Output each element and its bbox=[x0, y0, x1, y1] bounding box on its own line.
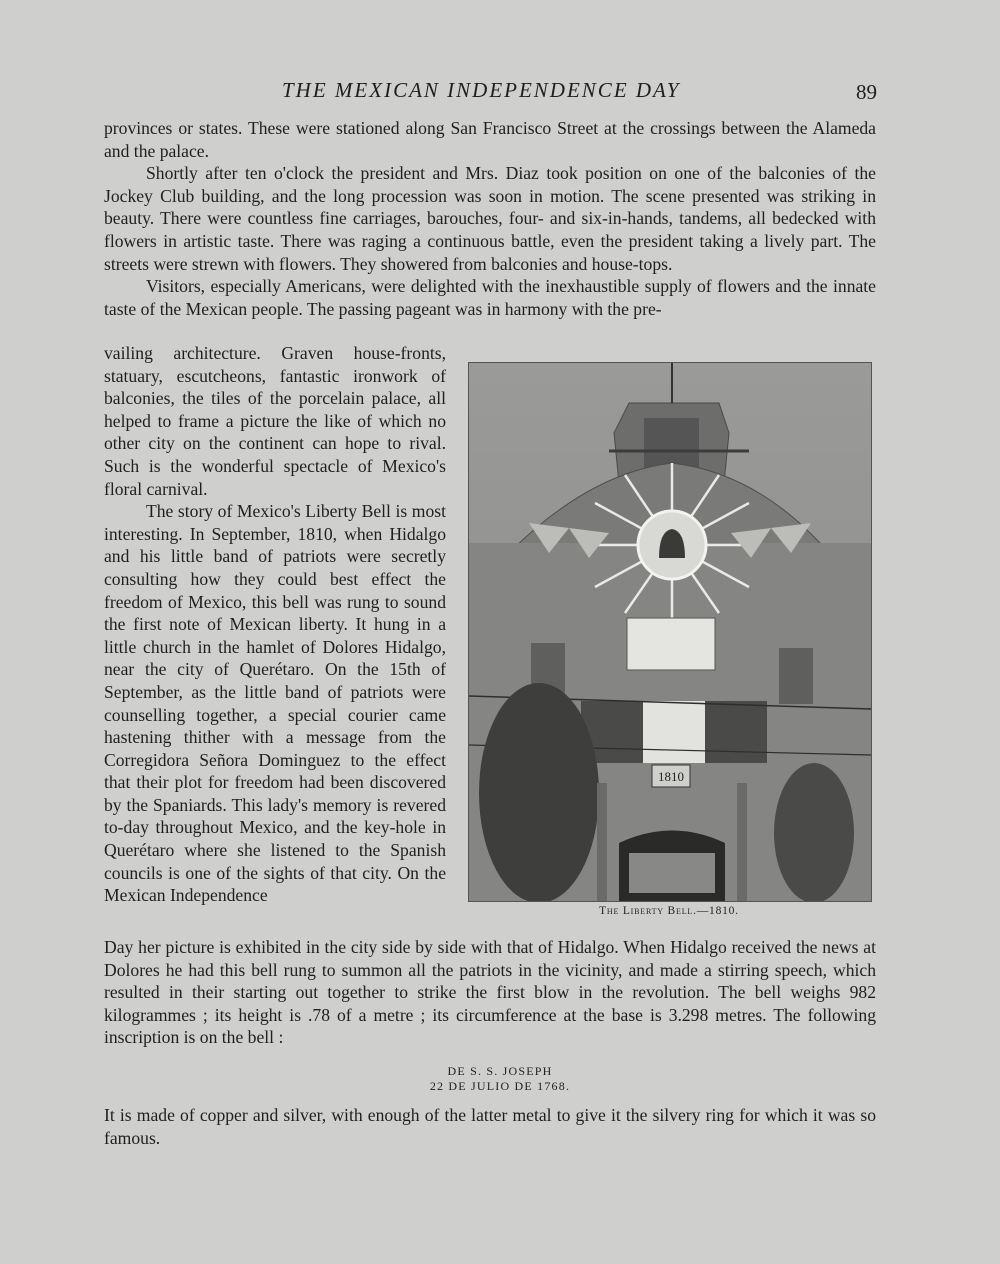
paragraph-visitors: Visitors, especially Americans, were delighted with the inexhaustible supply of flowers and the innate taste of the Mexican people. The passing pageant was in harmony with the pre- bbox=[104, 276, 876, 319]
page-number: 89 bbox=[856, 80, 877, 104]
paragraph-materials: It is made of copper and silver, with enough of the latter metal to give it the silvery ring for which it was so famous. bbox=[104, 1105, 876, 1148]
liberty-bell-photograph bbox=[468, 362, 872, 902]
side-text-block bbox=[104, 342, 446, 907]
running-title: THE MEXICAN INDEPENDENCE DAY bbox=[282, 78, 681, 102]
liberty-bell-illustration bbox=[469, 363, 871, 901]
plaque-year: 1810 bbox=[658, 769, 684, 784]
paragraph-continuation: provinces or states. These were stationed along San Francisco Street at the crossings between the Alameda and the palace. bbox=[104, 118, 876, 161]
paragraph-procession: Shortly after ten o'clock the president and Mrs. Diaz took position on one of the balconies of the Jockey Club building, and the long procession was soon in motion. The scene presented was striking in beauty. There were countless fine carriages, barouches, four- and six-in-hands, tandems, all bedecked with flowers in artistic taste. There was raging a continuous battle, even the president taking a lively part. The streets were strewn with flowers. They showered from balconies and house-tops. bbox=[104, 163, 876, 274]
page-header bbox=[0, 78, 1000, 106]
figure-caption-text: The Liberty Bell.—1810. bbox=[599, 905, 739, 917]
paragraph-hidalgo: Day her picture is exhibited in the city side by side with that of Hidalgo. When Hidalgo received the news at Dolores he had this bell rung to summon all the patriots in the vicinity, and made a stirring speech, which resulted in their starting out together to strike the first blow in the revolution. The bell weighs 982 kilogrammes ; its height is .78 of a metre ; its circumference at the base is 3.298 metres. The following inscription is on the bell : bbox=[104, 937, 876, 1048]
bell-inscription-line-2: 22 DE JULIO DE 1768. bbox=[429, 1079, 571, 1093]
final-text-block bbox=[104, 1104, 876, 1149]
bell-inscription-line-1: DE S. S. JOSEPH bbox=[447, 1064, 553, 1078]
figure-caption bbox=[468, 905, 870, 917]
paragraph-architecture: vailing architecture. Graven house-fronts, statuary, escutcheons, fantastic ironwork of balconies, the tiles of the porcelain palace, all helped to frame a picture the like of which no other city on the continent can hope to rival. Such is the wonderful spectacle of Mexico's floral carnival. bbox=[104, 343, 446, 499]
paragraph-liberty-bell-story: The story of Mexico's Liberty Bell is most interesting. In September, 1810, when Hidalgo and his little band of patriots were secretly consulting how they could best effect the freedom of Mexico, this bell was rung to sound the first note of Mexican liberty. It hung in a little church in the hamlet of Dolores Hidalgo, near the city of Querétaro. On the 15th of September, as the little band of patriots were counselling together, a special courier came hastening thither with a message from the Corregidora Señora Dominguez to the effect that their plot for freedom had been discovered by the Spaniards. This lady's memory is revered to-day throughout Mexico, and the key-hole in Querétaro where she listened to the Spanish councils is one of the sights of that city. On the Mexican Independence bbox=[104, 501, 446, 906]
bottom-text-block bbox=[104, 936, 876, 1049]
top-text-block bbox=[104, 117, 876, 320]
